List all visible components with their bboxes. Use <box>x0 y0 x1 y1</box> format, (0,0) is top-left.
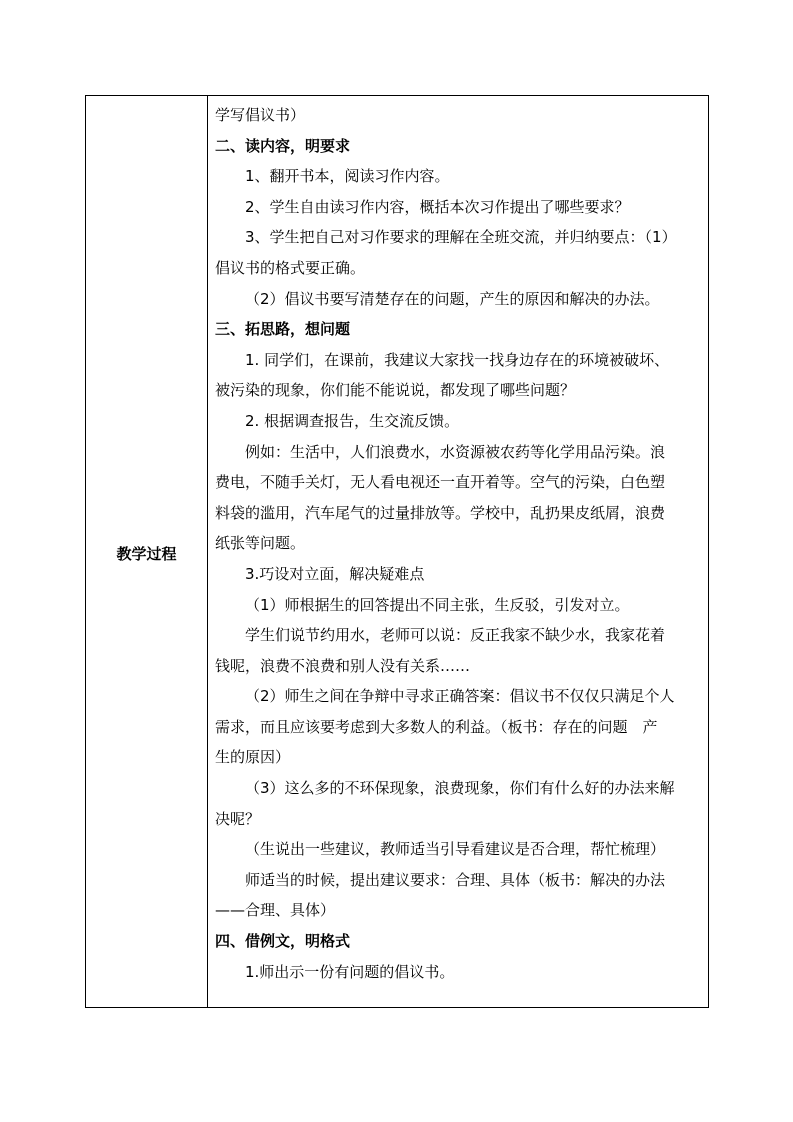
text-line: （1）师根据生的回答提出不同主张，生反驳，引发对立。 <box>245 595 630 614</box>
text-line: 学写倡议书） <box>215 106 306 124</box>
content-body <box>208 96 708 987</box>
lesson-plan-table <box>85 95 709 1008</box>
text-line: 费电，不随手关灯，无人看电视还一直开着等。空气的污染，白色塑 <box>215 473 666 492</box>
text-line: 料袋的滥用，汽车尾气的过量排放等。学校中，乱扔果皮纸屑，浪费 <box>215 503 666 522</box>
text-line: （2）倡议书要写清楚存在的问题，产生的原因和解决的办法。 <box>245 289 660 308</box>
text-line: （生说出一些建议，教师适当引导看建议是否合理，帮忙梳理） <box>245 840 666 859</box>
text-line: 倡议书的格式要正确。 <box>215 258 366 277</box>
text-line: 1.师出示一份有问题的倡议书。 <box>245 962 455 981</box>
text-line: 生的原因） <box>215 748 291 767</box>
section-label-cell <box>86 96 208 1008</box>
text-line: 被污染的现象，你们能不能说说，都发现了哪些问题？ <box>215 381 576 400</box>
text-line: 钱呢，浪费不浪费和别人没有关系…… <box>215 656 471 675</box>
table-row <box>86 96 709 1008</box>
section-heading: 三、拓思路，想问题 <box>215 320 351 339</box>
text-line: 2、学生自由读习作内容，概括本次习作提出了哪些要求？ <box>245 197 630 216</box>
section-heading: 四、借例文，明格式 <box>215 932 351 951</box>
text-line: 例如：生活中，人们浪费水，水资源被农药等化学用品污染。浪 <box>245 442 666 461</box>
text-line: 3、学生把自己对习作要求的理解在全班交流，并归纳要点：（1） <box>245 228 677 247</box>
text-line: 决呢？ <box>215 809 261 828</box>
text-line: 2. 根据调查报告，生交流反馈。 <box>245 411 460 430</box>
text-line: 1、翻开书本，阅读习作内容。 <box>245 167 450 186</box>
text-line: （2）师生之间在争辩中寻求正确答案：倡议书不仅仅只满足个人 <box>245 687 675 706</box>
section-label: 教学过程 <box>116 545 177 563</box>
text-line: （3）这么多的不环保现象，浪费现象，你们有什么好的办法来解 <box>245 779 675 798</box>
text-line: 3.巧设对立面，解决疑难点 <box>245 564 425 583</box>
text-line: 学生们说节约用水，老师可以说：反正我家不缺少水，我家花着 <box>245 626 666 645</box>
text-line: 师适当的时候，提出建议要求：合理、具体（板书：解决的办法 <box>245 870 666 889</box>
text-line: 需求，而且应该要考虑到大多数人的利益。（板书：存在的问题 产 <box>215 717 658 736</box>
text-line: 纸张等问题。 <box>215 534 306 553</box>
text-line: ——合理、具体） <box>215 901 336 920</box>
text-line: 1. 同学们，在课前，我建议大家找一找身边存在的环境被破坏、 <box>245 350 670 369</box>
content-cell <box>208 96 709 1008</box>
section-heading: 二、读内容，明要求 <box>215 136 351 155</box>
